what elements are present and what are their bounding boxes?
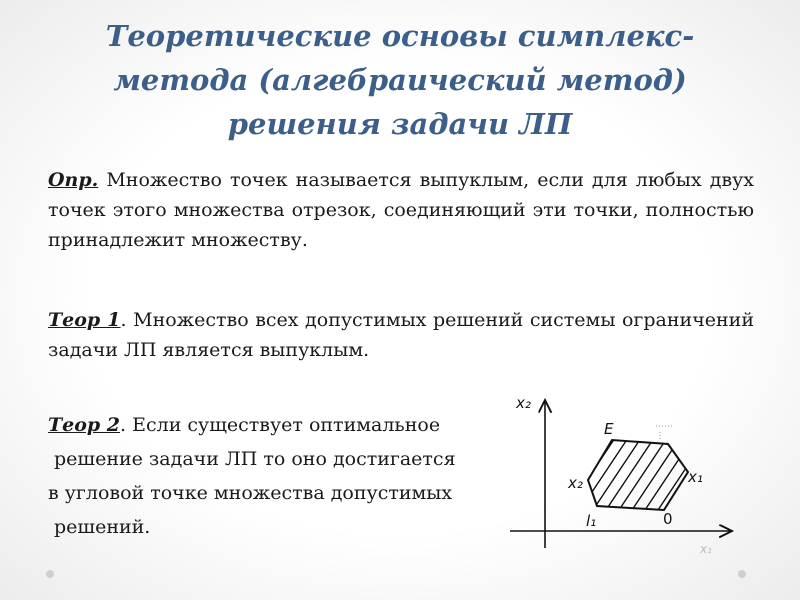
theorem1-dot: .: [120, 309, 127, 331]
nav-dot-left: [46, 570, 54, 578]
title-line-3: решения задачи ЛП: [227, 107, 573, 141]
definition-text: Множество точек называется выпуклым, если для любых двух точек этого множества отрезок, соединяющий эти точки, полностью принадлежит множеству.: [48, 169, 754, 251]
theorem2-line-4: решений.: [54, 516, 151, 538]
title-line-2: метода (алгебраический метод): [113, 63, 687, 97]
label-E: E: [604, 420, 614, 438]
theorem2-line1-text: Если существует оптимальное: [126, 414, 441, 436]
theorem2-term: Теор 2: [48, 414, 121, 436]
theorem2-line-2: решение задачи ЛП то оно достигается: [54, 448, 456, 470]
nav-dot-right: [738, 570, 746, 578]
label-x1: x₁: [688, 468, 703, 486]
definition-term: Опр.: [48, 169, 99, 191]
theorem1-term: Теор 1: [48, 309, 121, 331]
x-axis-label: x₁: [700, 542, 712, 556]
label-l1: l₁: [586, 512, 597, 530]
y-axis-label: x₂: [516, 394, 531, 412]
theorem1-text: Множество всех допустимых решений системы ограничений задачи ЛП является выпуклым.: [48, 309, 754, 361]
theorem2-dot: .: [120, 414, 127, 436]
title-line-1: Теоретические основы симплекс-: [105, 19, 695, 53]
label-zero: 0: [663, 510, 673, 528]
theorem2-line-3: в угловой точке множества допустимых: [48, 482, 453, 504]
label-x2: x₂: [568, 474, 583, 492]
